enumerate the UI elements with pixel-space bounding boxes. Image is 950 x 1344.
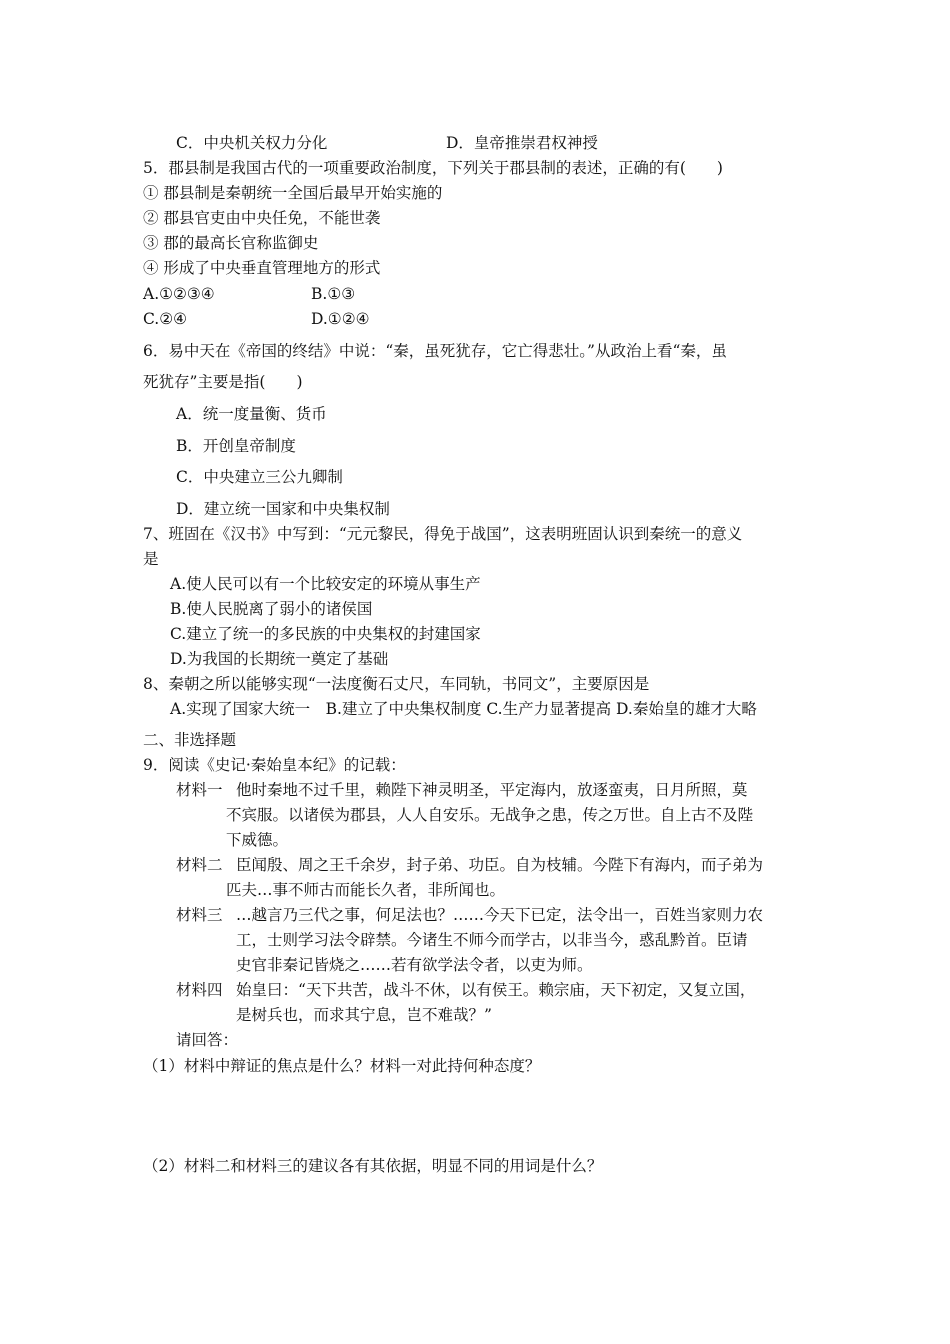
material-3-label: 材料三	[176, 906, 223, 924]
q9-stem: 9．阅读《史记·秦始皇本纪》的记载：	[143, 756, 406, 774]
q8-options: A.实现了国家大统一 B.建立了中央集权制度 C.生产力显著提高 D.秦始皇的雄才大略	[170, 700, 757, 718]
q7-stem-line1: 7、班固在《汉书》中写到：“元元黎民，得免于战国”，这表明班固认识到秦统一的意义	[143, 525, 743, 543]
q4-option-d: D．皇帝推崇君权神授	[446, 134, 598, 152]
material-1-line2: 不宾服。以诸侯为郡县，人人自安乐。无战争之患，传之万世。自上古不及陛	[226, 806, 754, 824]
q6-option-c: C．中央建立三公九卿制	[176, 468, 343, 486]
material-3-line1: …越言乃三代之事，何足法也？……今天下已定，法令出一，百姓当家则力农	[236, 906, 764, 924]
material-3-line3: 史官非秦记皆烧之……若有欲学法令者，以吏为师。	[236, 956, 593, 974]
q9-ask: 请回答：	[176, 1031, 239, 1049]
q7-stem-line2: 是	[143, 550, 159, 568]
material-3-line2: 工，士则学习法令辟禁。今诸生不师今而学古，以非当今，惑乱黔首。臣请	[236, 931, 748, 949]
material-2-line1: 臣闻殷、周之王千余岁，封子弟、功臣。自为枝辅。今陛下有海内，而子弟为	[236, 856, 764, 874]
q7-option-a: A.使人民可以有一个比较安定的环境从事生产	[170, 575, 481, 593]
material-1-line3: 下威德。	[226, 831, 289, 849]
q8-stem: 8、秦朝之所以能够实现“一法度衡石丈尺，车同轨，书同文”，主要原因是	[143, 675, 650, 693]
q5-option-a: A.①②③④	[143, 285, 215, 303]
section-title: 二、非选择题	[143, 731, 237, 749]
q7-option-c: C.建立了统一的多民族的中央集权的封建国家	[170, 625, 481, 643]
q5-option-d: D.①②④	[311, 310, 370, 328]
q5-item-2: ② 郡县官吏由中央任免，不能世袭	[143, 209, 381, 227]
q9-sub-question-2: （2）材料二和材料三的建议各有其依据，明显不同的用词是什么？	[143, 1157, 603, 1175]
q6-stem-line2: 死犹存”主要是指( )	[143, 373, 303, 391]
material-2-label: 材料二	[176, 856, 223, 874]
material-4-label: 材料四	[176, 981, 223, 999]
q4-option-c: C．中央机关权力分化	[176, 134, 328, 152]
material-4-line1: 始皇曰：“天下共苦，战斗不休，以有侯王。赖宗庙，天下初定，又复立国，	[236, 981, 756, 999]
q5-item-4: ④ 形成了中央垂直管理地方的形式	[143, 259, 381, 277]
q7-option-b: B.使人民脱离了弱小的诸侯国	[170, 600, 373, 618]
material-4-line2: 是树兵也，而求其宁息，岂不难哉？”	[236, 1006, 492, 1024]
q7-option-d: D.为我国的长期统一奠定了基础	[170, 650, 389, 668]
q6-option-d: D．建立统一国家和中央集权制	[176, 500, 390, 518]
q5-stem: 5．郡县制是我国古代的一项重要政治制度，下列关于郡县制的表述，正确的有( )	[143, 159, 723, 177]
material-1-label: 材料一	[176, 781, 223, 799]
q5-item-3: ③ 郡的最高长官称监御史	[143, 234, 319, 252]
q6-stem-line1: 6．易中天在《帝国的终结》中说：“秦，虽死犹存，它亡得悲壮。”从政治上看“秦，虽	[143, 342, 727, 360]
material-1-line1: 他时秦地不过千里，赖陛下神灵明圣，平定海内，放逐蛮夷，日月所照，莫	[236, 781, 748, 799]
q5-option-b: B.①③	[311, 285, 356, 303]
q6-option-b: B．开创皇帝制度	[176, 437, 296, 455]
material-2-line2: 匹夫…事不师古而能长久者，非所闻也。	[226, 881, 506, 899]
q6-option-a: A．统一度量衡、货币	[176, 405, 327, 423]
q9-sub-question-1: （1）材料中辩证的焦点是什么？材料一对此持何种态度？	[143, 1057, 541, 1075]
q5-option-c: C.②④	[143, 310, 188, 328]
q5-item-1: ① 郡县制是秦朝统一全国后最早开始实施的	[143, 184, 443, 202]
